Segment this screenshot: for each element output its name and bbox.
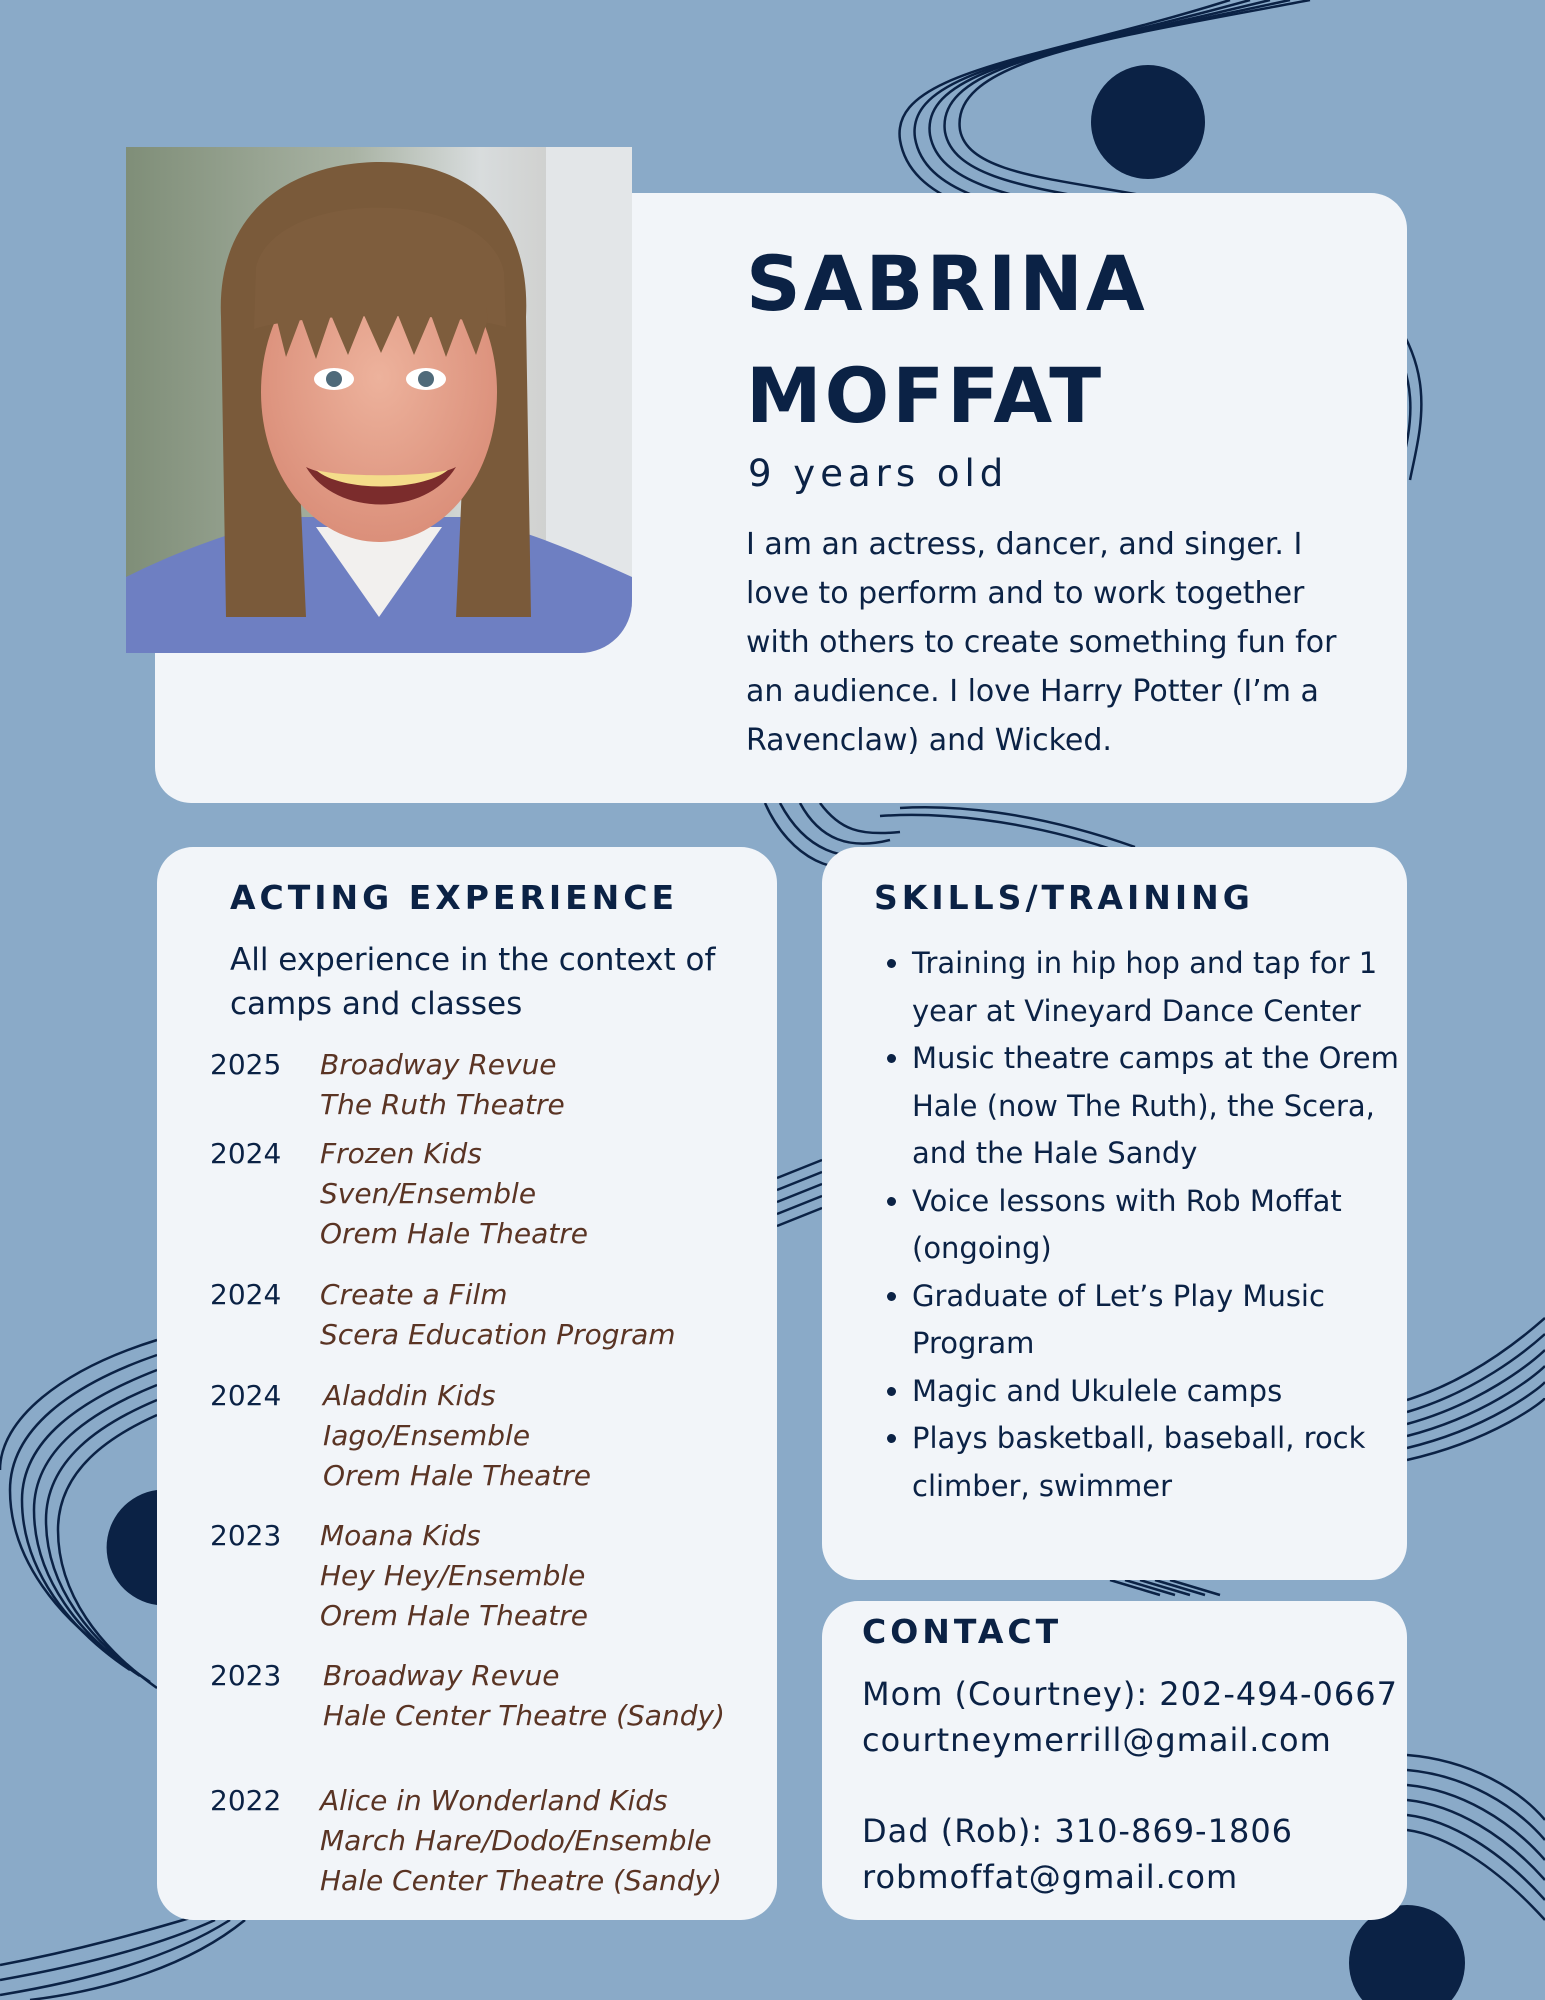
entry-year: 2025 — [210, 1048, 282, 1081]
entry-show: Moana Kids — [320, 1519, 481, 1552]
entry-year: 2022 — [210, 1784, 282, 1817]
entry-details — [323, 1656, 725, 1736]
age-text: 9 years old — [748, 452, 1009, 495]
entry-show: Frozen Kids — [320, 1137, 482, 1170]
entry-show: Broadway Revue — [320, 1048, 557, 1081]
entry-year: 2024 — [210, 1278, 282, 1311]
contact-heading: CONTACT — [862, 1612, 1063, 1651]
skills-list-item: • Magic and Ukulele camps — [912, 1368, 1412, 1416]
name-last: MOFFAT — [746, 351, 1105, 440]
entry-details — [320, 1045, 565, 1125]
dad-phone: Dad (Rob): 310-869-1806 — [862, 1812, 1294, 1850]
skills-list — [870, 940, 1412, 1510]
entry-venue: Orem Hale Theatre — [323, 1459, 592, 1492]
entry-venue: Hale Center Theatre (Sandy) — [323, 1699, 725, 1732]
acting-experience-heading: ACTING EXPERIENCE — [230, 878, 679, 917]
bio-text: I am an actress, dancer, and singer. I love to perform and to work together with others to create something fun for an audience. I love Harry Potter (I’m a Ravenclaw) and Wicked. — [746, 527, 1337, 758]
entry-details — [320, 1516, 588, 1636]
entry-show: Aladdin Kids — [323, 1379, 496, 1412]
entry-venue: Hale Center Theatre (Sandy) — [320, 1864, 722, 1897]
entry-venue: Orem Hale Theatre — [320, 1217, 589, 1250]
entry-year: 2024 — [210, 1137, 282, 1170]
entry-year: 2023 — [210, 1519, 282, 1552]
entry-venue: Scera Education Program — [320, 1318, 676, 1351]
entry-show: Alice in Wonderland Kids — [320, 1784, 668, 1817]
skills-list-item: • Voice lessons with Rob Moffat (ongoing) — [912, 1178, 1412, 1273]
entry-details — [320, 1134, 588, 1254]
profile-photo — [126, 147, 632, 653]
skills-list-item: • Plays basketball, baseball, rock climber, swimmer — [912, 1415, 1412, 1510]
entry-role: March Hare/Dodo/Ensemble — [320, 1824, 712, 1857]
skills-training-heading: SKILLS/TRAINING — [874, 878, 1254, 917]
entry-show: Create a Film — [320, 1278, 508, 1311]
name-heading — [746, 228, 1148, 452]
entry-role: Sven/Ensemble — [320, 1177, 537, 1210]
entry-year: 2024 — [210, 1379, 282, 1412]
entry-show: Broadway Revue — [323, 1659, 560, 1692]
entry-venue: The Ruth Theatre — [320, 1088, 565, 1121]
skills-list-item: • Training in hip hop and tap for 1 year at Vineyard Dance Center — [912, 940, 1412, 1035]
skills-list-item: • Music theatre camps at the Orem Hale (now The Ruth), the Scera, and the Hale Sandy — [912, 1035, 1412, 1178]
dad-email: robmoffat@gmail.com — [862, 1858, 1239, 1896]
entry-year: 2023 — [210, 1659, 282, 1692]
entry-role: Hey Hey/Ensemble — [320, 1559, 586, 1592]
acting-note: All experience in the context of camps and classes — [230, 942, 716, 1022]
entry-details — [320, 1781, 722, 1901]
skills-list-item: • Graduate of Let’s Play Music Program — [912, 1273, 1412, 1368]
entry-venue: Orem Hale Theatre — [320, 1599, 589, 1632]
name-first: SABRINA — [746, 239, 1148, 328]
mom-phone: Mom (Courtney): 202-494-0667 — [862, 1675, 1398, 1713]
entry-role: Iago/Ensemble — [323, 1419, 531, 1452]
entry-details — [323, 1376, 591, 1496]
mom-email: courtneymerrill@gmail.com — [862, 1721, 1332, 1759]
entry-details — [320, 1275, 676, 1355]
